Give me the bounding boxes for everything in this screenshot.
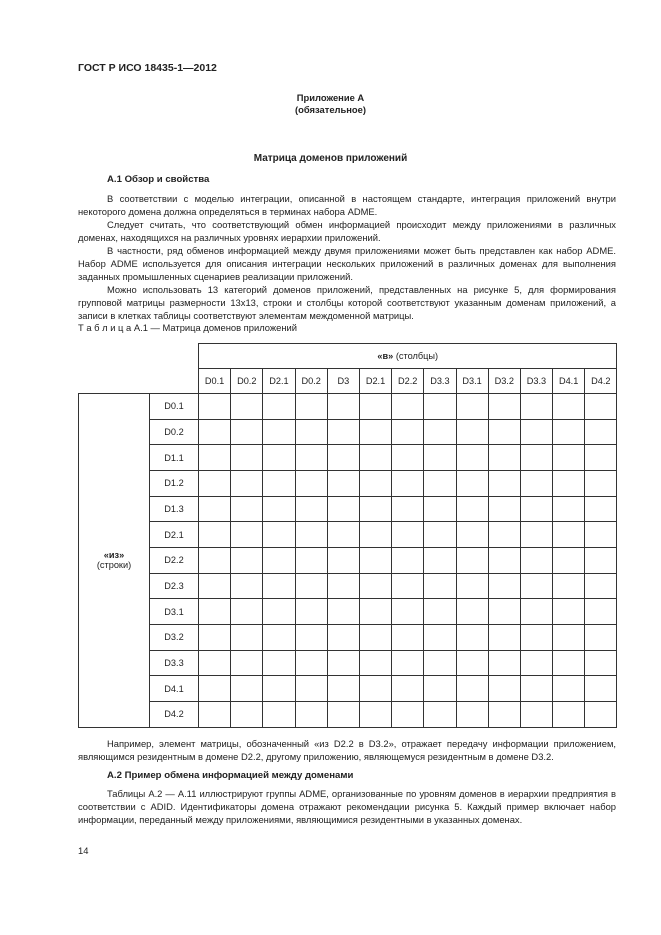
matrix-cell	[359, 625, 391, 651]
row-header: D4.1	[150, 676, 199, 702]
matrix-cell	[295, 470, 327, 496]
matrix-cell	[424, 650, 456, 676]
matrix-cell	[359, 419, 391, 445]
row-header: D2.2	[150, 548, 199, 574]
matrix-cell	[327, 496, 359, 522]
matrix-cell	[456, 599, 488, 625]
matrix-cell	[359, 445, 391, 471]
matrix-cell	[199, 445, 231, 471]
matrix-cell	[231, 445, 263, 471]
matrix-cell	[392, 470, 424, 496]
matrix-cell	[488, 548, 520, 574]
matrix-cell	[327, 470, 359, 496]
matrix-cell	[263, 573, 295, 599]
matrix-cell	[327, 548, 359, 574]
matrix-cell	[520, 445, 552, 471]
paragraph: В соответствии с моделью интеграции, описанной в настоящем стандарте, интеграция приложений внутри некоторого домена должна определяться в терминах набора ADME.	[78, 193, 616, 217]
matrix-cell	[327, 573, 359, 599]
matrix-cell	[553, 496, 585, 522]
matrix-cell	[231, 470, 263, 496]
matrix-cell	[585, 419, 617, 445]
matrix-cell	[553, 599, 585, 625]
table-row	[79, 573, 617, 599]
matrix-cell	[231, 676, 263, 702]
matrix-cell	[359, 522, 391, 548]
matrix-cell	[553, 445, 585, 471]
matrix-cell	[295, 599, 327, 625]
matrix-cell	[553, 548, 585, 574]
a2-text	[78, 787, 616, 826]
matrix-cell	[553, 650, 585, 676]
paragraph: Таблицы А.2 — А.11 иллюстрируют группы ADME, организованные по уровням доменов в иерархии предприятия в соответствии с ADID. Идентификаторы домена отражают рекомендации рисунка 5. Каждый пример включает набор информации, переданный между приложениями, являющимися резидентными в указанных доменах.	[78, 788, 616, 825]
matrix-cell	[327, 445, 359, 471]
matrix-cell	[327, 522, 359, 548]
matrix-cell	[392, 702, 424, 728]
matrix-cell	[424, 470, 456, 496]
matrix-cell	[585, 445, 617, 471]
after-table-text	[78, 737, 616, 763]
page-number: 14	[78, 845, 89, 856]
row-header: D0.1	[150, 393, 199, 419]
matrix-cell	[199, 496, 231, 522]
matrix-cell	[456, 445, 488, 471]
matrix-cell	[456, 470, 488, 496]
matrix-cell	[263, 445, 295, 471]
matrix-cell	[520, 419, 552, 445]
matrix-cell	[359, 496, 391, 522]
matrix-cell	[520, 625, 552, 651]
matrix-cell	[488, 470, 520, 496]
matrix-cell	[553, 702, 585, 728]
matrix-cell	[585, 496, 617, 522]
matrix-cell	[520, 548, 552, 574]
matrix-cell	[553, 522, 585, 548]
table-row	[79, 393, 617, 419]
matrix-cell	[488, 445, 520, 471]
matrix-cell	[488, 419, 520, 445]
matrix-cell	[327, 702, 359, 728]
matrix-cell	[199, 419, 231, 445]
matrix-cell	[263, 599, 295, 625]
matrix-cell	[295, 445, 327, 471]
table-row	[79, 650, 617, 676]
column-group-label: «в»	[377, 350, 394, 361]
table-row	[79, 676, 617, 702]
matrix-cell	[295, 625, 327, 651]
matrix-cell	[488, 650, 520, 676]
matrix-cell	[456, 496, 488, 522]
matrix-cell	[585, 548, 617, 574]
row-group-header	[79, 393, 150, 727]
matrix-cell	[295, 650, 327, 676]
matrix-cell	[327, 676, 359, 702]
matrix-cell	[488, 599, 520, 625]
matrix-cell	[456, 573, 488, 599]
matrix-cell	[295, 522, 327, 548]
matrix-cell	[392, 650, 424, 676]
a1-text	[78, 192, 616, 322]
matrix-cell	[553, 625, 585, 651]
matrix-cell	[585, 650, 617, 676]
matrix-cell	[585, 599, 617, 625]
column-header: D3	[327, 368, 359, 393]
matrix-cell	[585, 393, 617, 419]
matrix-cell	[424, 548, 456, 574]
matrix-cell	[295, 702, 327, 728]
domain-matrix-table	[78, 343, 617, 728]
table-row	[79, 599, 617, 625]
matrix-cell	[327, 419, 359, 445]
matrix-cell	[295, 496, 327, 522]
matrix-cell	[424, 676, 456, 702]
matrix-cell	[231, 419, 263, 445]
matrix-cell	[456, 548, 488, 574]
matrix-cell	[231, 702, 263, 728]
matrix-cell	[520, 522, 552, 548]
column-header: D4.1	[553, 368, 585, 393]
matrix-cell	[263, 702, 295, 728]
matrix-cell	[199, 676, 231, 702]
matrix-cell	[263, 548, 295, 574]
matrix-cell	[520, 650, 552, 676]
matrix-cell	[295, 548, 327, 574]
matrix-cell	[424, 522, 456, 548]
matrix-cell	[520, 470, 552, 496]
matrix-cell	[295, 419, 327, 445]
matrix-cell	[520, 676, 552, 702]
column-header: D3.2	[488, 368, 520, 393]
column-header: D2.1	[359, 368, 391, 393]
column-header: D3.1	[456, 368, 488, 393]
matrix-cell	[359, 676, 391, 702]
table-row	[79, 625, 617, 651]
table-row	[79, 419, 617, 445]
matrix-cell	[520, 393, 552, 419]
row-header: D3.3	[150, 650, 199, 676]
matrix-cell	[231, 625, 263, 651]
matrix-cell	[392, 496, 424, 522]
matrix-cell	[231, 548, 263, 574]
matrix-cell	[553, 470, 585, 496]
matrix-cell	[488, 393, 520, 419]
matrix-cell	[263, 625, 295, 651]
matrix-cell	[456, 419, 488, 445]
matrix-cell	[295, 573, 327, 599]
matrix-cell	[263, 470, 295, 496]
matrix-cell	[199, 470, 231, 496]
matrix-cell	[392, 599, 424, 625]
row-header: D1.3	[150, 496, 199, 522]
matrix-cell	[553, 676, 585, 702]
matrix-cell	[392, 419, 424, 445]
document-header: ГОСТ Р ИСО 18435-1—2012	[78, 62, 217, 74]
matrix-cell	[553, 573, 585, 599]
matrix-cell	[424, 419, 456, 445]
matrix-cell	[392, 625, 424, 651]
matrix-cell	[585, 470, 617, 496]
matrix-cell	[424, 625, 456, 651]
matrix-cell	[199, 650, 231, 676]
matrix-cell	[488, 625, 520, 651]
matrix-cell	[263, 496, 295, 522]
column-header: D0.2	[295, 368, 327, 393]
matrix-cell	[488, 522, 520, 548]
column-header: D0.2	[231, 368, 263, 393]
matrix-cell	[392, 573, 424, 599]
matrix-cell	[359, 702, 391, 728]
matrix-cell	[585, 573, 617, 599]
matrix-cell	[488, 676, 520, 702]
matrix-cell	[456, 393, 488, 419]
table-row	[79, 445, 617, 471]
matrix-cell	[295, 393, 327, 419]
matrix-cell	[488, 573, 520, 599]
table-row	[79, 702, 617, 728]
section-title: Матрица доменов приложений	[253, 153, 408, 164]
column-header: D3.3	[520, 368, 552, 393]
matrix-cell	[199, 548, 231, 574]
matrix-cell	[263, 419, 295, 445]
matrix-cell	[359, 599, 391, 625]
matrix-cell	[392, 393, 424, 419]
matrix-cell	[327, 650, 359, 676]
matrix-cell	[231, 496, 263, 522]
matrix-cell	[327, 599, 359, 625]
matrix-cell	[199, 599, 231, 625]
matrix-cell	[553, 419, 585, 445]
row-header: D2.1	[150, 522, 199, 548]
matrix-cell	[199, 702, 231, 728]
matrix-cell	[199, 625, 231, 651]
matrix-cell	[231, 650, 263, 676]
matrix-cell	[359, 470, 391, 496]
table-row	[79, 548, 617, 574]
matrix-cell	[392, 522, 424, 548]
matrix-cell	[585, 702, 617, 728]
matrix-cell	[199, 393, 231, 419]
matrix-cell	[199, 573, 231, 599]
matrix-cell	[585, 625, 617, 651]
matrix-cell	[456, 676, 488, 702]
column-header: D2.1	[263, 368, 295, 393]
matrix-cell	[392, 676, 424, 702]
matrix-cell	[553, 393, 585, 419]
matrix-cell	[359, 573, 391, 599]
heading-a2: А.2 Пример обмена информацией между доменами	[107, 770, 354, 781]
row-header: D4.2	[150, 702, 199, 728]
matrix-cell	[263, 393, 295, 419]
matrix-cell	[231, 393, 263, 419]
row-header: D3.1	[150, 599, 199, 625]
column-group-header	[199, 344, 617, 369]
matrix-cell	[327, 625, 359, 651]
matrix-cell	[456, 625, 488, 651]
matrix-cell	[456, 522, 488, 548]
matrix-cell	[295, 676, 327, 702]
matrix-cell	[585, 676, 617, 702]
paragraph: Например, элемент матрицы, обозначенный «из D2.2 в D3.2», отражает передачу информации приложением, являющимся резидентным в домене D2.2, другому приложению, являющемуся резидентным в домене D3.2.	[78, 738, 616, 762]
matrix-cell	[520, 702, 552, 728]
column-header: D4.2	[585, 368, 617, 393]
matrix-cell	[263, 650, 295, 676]
matrix-cell	[424, 445, 456, 471]
row-header: D1.1	[150, 445, 199, 471]
matrix-cell	[392, 445, 424, 471]
column-header: D3.3	[424, 368, 456, 393]
matrix-cell	[456, 702, 488, 728]
heading-a1: А.1 Обзор и свойства	[107, 174, 210, 185]
appendix-title: Приложение А	[296, 92, 365, 103]
matrix-cell	[520, 496, 552, 522]
table-row	[79, 496, 617, 522]
matrix-cell	[488, 702, 520, 728]
matrix-cell	[359, 650, 391, 676]
column-group-note: (столбцы)	[393, 350, 439, 361]
matrix-cell	[520, 599, 552, 625]
table-row	[79, 522, 617, 548]
paragraph: Следует считать, что соответствующий обмен информацией происходит между приложениями в различных доменах, находящихся на различных уровнях иерархии приложений.	[78, 219, 616, 243]
row-header: D2.3	[150, 573, 199, 599]
row-header: D0.2	[150, 419, 199, 445]
matrix-cell	[424, 702, 456, 728]
matrix-cell	[424, 496, 456, 522]
matrix-cell	[424, 573, 456, 599]
matrix-cell	[585, 522, 617, 548]
column-header: D2.2	[392, 368, 424, 393]
matrix-cell	[327, 393, 359, 419]
table-caption: Т а б л и ц а А.1 — Матрица доменов приложений	[78, 322, 298, 333]
row-header: D3.2	[150, 625, 199, 651]
matrix-cell	[263, 522, 295, 548]
paragraph: Можно использовать 13 категорий доменов приложений, представленных на рисунке 5, для формирования групповой матрицы размерности 13x13, строки и столбцы которой соответствуют указанным доменам приложений, а записи в клетках таблицы соответствуют элементам междоменной матрицы.	[78, 284, 616, 321]
column-header: D0.1	[199, 368, 231, 393]
table-row	[79, 470, 617, 496]
row-group-label: «из»	[103, 550, 125, 561]
matrix-cell	[520, 573, 552, 599]
matrix-cell	[456, 650, 488, 676]
matrix-cell	[359, 548, 391, 574]
row-group-note: (строки)	[96, 560, 132, 571]
matrix-cell	[424, 599, 456, 625]
matrix-cell	[392, 548, 424, 574]
paragraph: В частности, ряд обменов информацией между двумя приложениями может быть представлен как набор ADME. Набор ADME используется для описания интеграции нескольких приложений в различных доменах для выполнения заданных промышленных сценариев реализации приложений.	[78, 245, 616, 282]
matrix-cell	[263, 676, 295, 702]
matrix-cell	[199, 522, 231, 548]
matrix-cell	[231, 522, 263, 548]
matrix-cell	[231, 599, 263, 625]
appendix-subtitle: (обязательное)	[295, 104, 366, 115]
matrix-cell	[231, 573, 263, 599]
matrix-cell	[488, 496, 520, 522]
row-header: D1.2	[150, 470, 199, 496]
matrix-cell	[424, 393, 456, 419]
matrix-cell	[359, 393, 391, 419]
